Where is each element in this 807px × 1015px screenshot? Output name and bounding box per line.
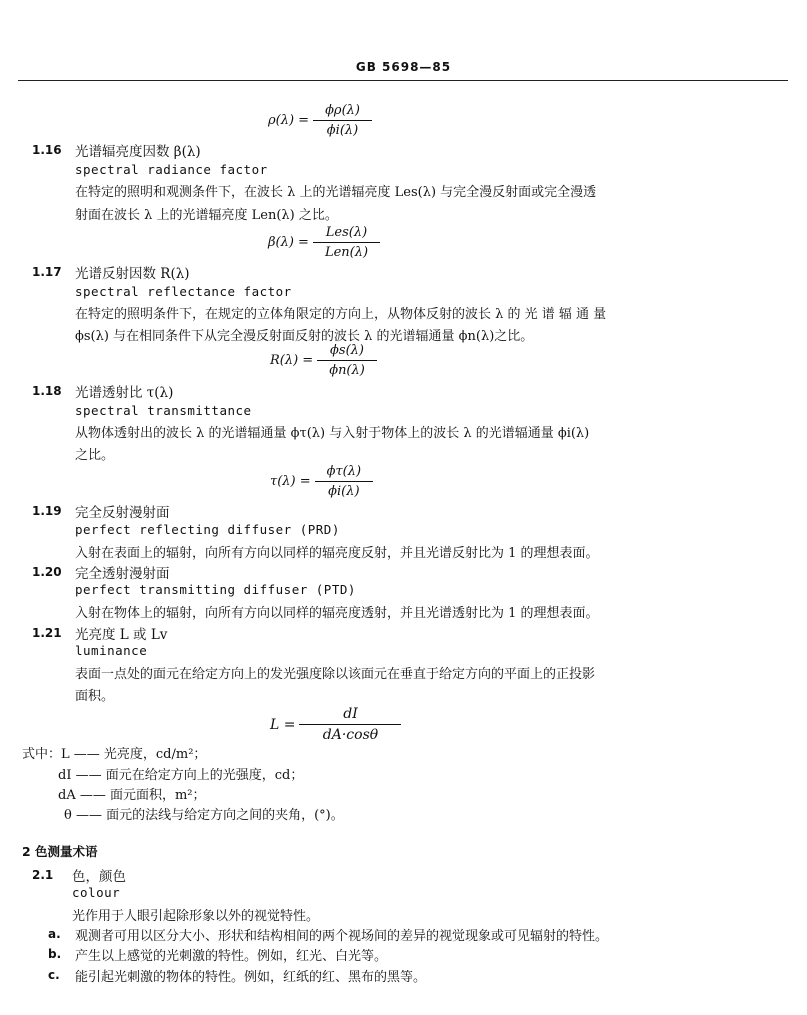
where-line: 式中：L —— 光亮度，cd/m²； [22, 747, 207, 762]
formula-denominator: ϕi(λ) [328, 484, 360, 499]
formula-lhs: τ(λ) = [270, 474, 311, 489]
section-number: 1.17 [32, 265, 62, 279]
list-item: 产生以上感觉的光刺激的特性。例如，红光、白光等。 [75, 949, 388, 964]
definition-line: 之比。 [75, 448, 115, 463]
section-number: 1.18 [32, 384, 62, 398]
definition-line: 在特定的照明条件下，在规定的立体角限定的方向上，从物体反射的波长 λ 的 光 谱 辐 通 量 [75, 307, 607, 322]
section-term: 光亮度 L 或 Lv [75, 627, 168, 643]
formula-numerator: ϕs(λ) [330, 343, 364, 358]
section-term: 完全反射漫射面 [75, 505, 170, 521]
definition-line: 射面在波长 λ 上的光谱辐亮度 Len(λ) 之比。 [75, 208, 338, 223]
list-item: 观测者可用以区分大小、形状和结构相间的两个视场间的差异的视觉现象或可见辐射的特性。 [75, 929, 609, 944]
list-item: 能引起光刺激的物体的特性。例如，红纸的红、黑布的黑等。 [75, 970, 427, 985]
standard-number: GB 5698—85 [355, 60, 452, 74]
definition-line: 入射在物体上的辐射，向所有方向以同样的辐亮度透射，并且光谱透射比为 1 的理想表面。 [75, 606, 599, 621]
section-number: 1.21 [32, 626, 62, 640]
formula-denominator: ϕi(λ) [326, 123, 359, 138]
section-english-term: spectral reflectance factor [75, 284, 292, 299]
section-english-term: perfect reflecting diffuser (PRD) [75, 522, 340, 537]
formula-denominator: dA·cosθ [322, 727, 379, 743]
section-english-term: spectral transmittance [75, 403, 252, 418]
section-term: 光谱辐亮度因数 β(λ) [75, 144, 201, 160]
section-english-term: luminance [75, 643, 148, 658]
formula-denominator: ϕn(λ) [329, 363, 365, 378]
formula-numerator: dI [343, 706, 358, 722]
section-number: 2.1 [32, 868, 54, 882]
definition-line: 面积。 [75, 689, 115, 704]
list-marker: c. [48, 968, 60, 982]
formula-lhs: L = [270, 716, 296, 733]
definition-line: 入射在表面上的辐射，向所有方向以同样的辐亮度反射，并且光谱反射比为 1 的理想表面。 [75, 546, 599, 561]
section-english-term: perfect transmitting diffuser (PTD) [75, 582, 356, 597]
section-term: 光谱透射比 τ(λ) [75, 385, 174, 401]
section-number: 1.16 [32, 143, 62, 157]
section-number: 1.20 [32, 565, 62, 579]
section-english-term: colour [72, 885, 121, 900]
formula-numerator: Les(λ) [325, 225, 368, 240]
formula-rho [268, 103, 366, 138]
where-line: dA —— 面元面积，m²； [58, 788, 206, 803]
formula-numerator: ϕρ(λ) [325, 103, 360, 118]
formula-denominator: Len(λ) [324, 245, 369, 260]
list-marker: b. [48, 947, 62, 961]
section-term: 光谱反射因数 R(λ) [75, 266, 190, 282]
formula-tau [270, 464, 367, 499]
where-line: θ —— 面元的法线与给定方向之间的夹角，(°)。 [64, 808, 344, 823]
where-line: dI —— 面元在给定方向上的光强度，cd； [58, 768, 304, 783]
section-number: 1.19 [32, 504, 62, 518]
formula-R [270, 343, 371, 378]
formula-beta [268, 225, 374, 260]
definition-line: 表面一点处的面元在给定方向上的发光强度除以该面元在垂直于给定方向的平面上的正投影 [75, 667, 596, 682]
formula-numerator: ϕτ(λ) [326, 464, 362, 479]
formula-lhs: R(λ) = [270, 353, 314, 368]
definition-line: 从物体透射出的波长 λ 的光谱辐通量 ϕτ(λ) 与入射于物体上的波长 λ 的光谱辐通量 ϕi(λ) [75, 426, 590, 441]
header-rule [18, 80, 788, 81]
chapter-title: 2 色测量术语 [22, 844, 98, 859]
formula-lhs: ρ(λ) = [268, 113, 310, 128]
section-term: 完全透射漫射面 [75, 566, 170, 582]
list-marker: a. [48, 927, 61, 941]
section-english-term: spectral radiance factor [75, 162, 268, 177]
definition-line: 光作用于人眼引起除形象以外的视觉特性。 [72, 909, 320, 924]
section-term: 色，颜色 [72, 869, 126, 885]
formula-L [270, 706, 395, 743]
formula-lhs: β(λ) = [268, 235, 309, 250]
definition-line: 在特定的照明和观测条件下，在波长 λ 上的光谱辐亮度 Les(λ) 与完全漫反射面或完全漫透 [75, 185, 597, 200]
definition-line: ϕs(λ) 与在相同条件下从完全漫反射面反射的波长 λ 的光谱辐通量 ϕn(λ)之比。 [75, 329, 534, 344]
